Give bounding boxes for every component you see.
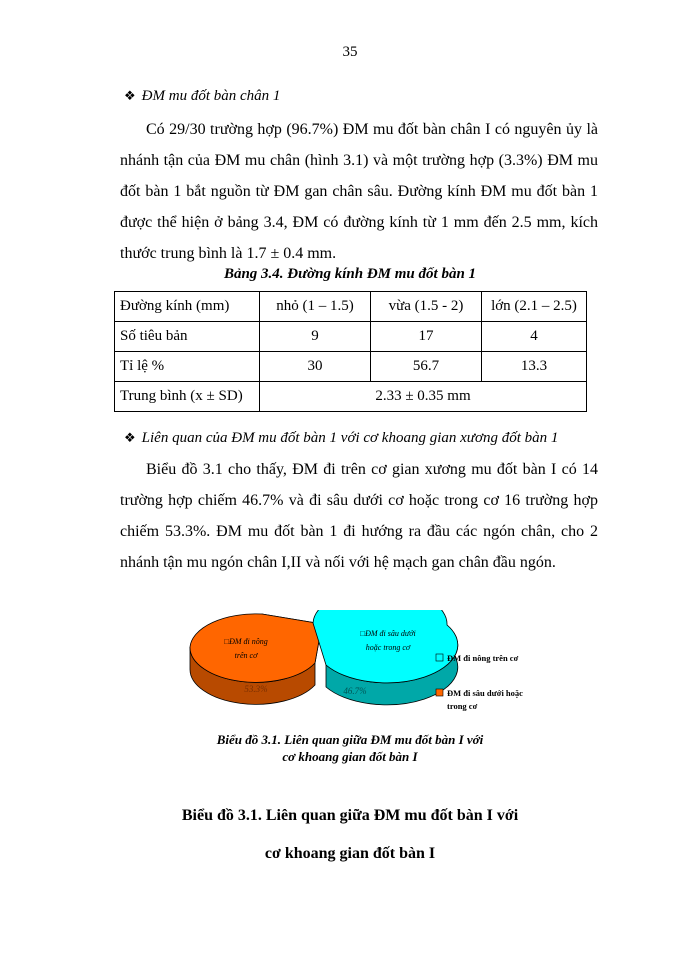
legend-item-deep-2: trong cơ xyxy=(447,701,478,711)
paragraph-2-text: Biểu đồ 3.1 cho thấy, ĐM đi trên cơ gian xương mu đốt bàn I có 14 trường hợp chiếm 46.7% và đi sâu dưới cơ hoặc trong cơ 16 trường hợp chiếm 53.3%. ĐM mu đốt bàn 1 đi hướng ra đầu các ngón chân, cho 2 nhánh tận mu ngón chân I,II và nối với hệ mạch gan chân đầu ngón. xyxy=(120,461,598,571)
table-cell: vừa (1.5 - 2) xyxy=(371,292,482,322)
table-cell: nhỏ (1 – 1.5) xyxy=(260,292,371,322)
table-cell: 2.33 ± 0.35 mm xyxy=(260,382,587,412)
diamond-bullet-icon: ❖ xyxy=(124,430,136,445)
section-heading-1-text: ĐM mu đốt bàn chân 1 xyxy=(141,88,281,104)
paragraph-2 xyxy=(120,454,598,578)
table-cell: 56.7 xyxy=(371,352,482,382)
pie-slice-deep-top xyxy=(190,614,322,682)
table-cell: 30 xyxy=(260,352,371,382)
legend-item-shallow: ĐM đi nông trên cơ xyxy=(447,653,519,663)
slice-text-right: □ĐM đi sâu dưới xyxy=(360,629,416,638)
table-cell: 13.3 xyxy=(482,352,587,382)
paragraph-1 xyxy=(120,114,598,269)
table-row xyxy=(115,382,587,412)
diameter-table xyxy=(114,291,587,412)
table-cell: Tỉ lệ % xyxy=(115,352,260,382)
section-heading-2 xyxy=(124,430,558,447)
table-row xyxy=(115,352,587,382)
slice-text-right-2: hoặc trong cơ xyxy=(365,643,411,652)
table-cell: 4 xyxy=(482,322,587,352)
chart-inner-caption-line1: Biểu đồ 3.1. Liên quan giữa ĐM mu đốt bàn I với xyxy=(216,732,484,747)
pie-chart xyxy=(170,610,590,728)
figure-caption-line2: cơ khoang gian đốt bàn I xyxy=(264,845,436,862)
paragraph-1-text: Có 29/30 trường hợp (96.7%) ĐM mu đốt bàn chân I có nguyên ủy là nhánh tận của ĐM mu chân (hình 3.1) và một trường hợp (3.3%) ĐM mu đốt bàn 1 bắt nguồn từ ĐM gan chân sâu. Đường kính ĐM mu đốt bàn 1 được thể hiện ở bảng 3.4, ĐM có đường kính từ 1 mm đến 2.5 mm, kích thước trung bình là 1.7 ± 0.4 mm. xyxy=(120,121,598,262)
figure-caption-line1: Biểu đồ 3.1. Liên quan giữa ĐM mu đốt bàn I với xyxy=(181,807,519,824)
section-heading-1 xyxy=(124,88,280,105)
legend-swatch-deep xyxy=(436,689,443,696)
page-number: 35 xyxy=(342,44,358,60)
slice-text-left: □ĐM đi nông xyxy=(224,637,268,646)
table-row xyxy=(115,292,587,322)
diamond-bullet-icon: ❖ xyxy=(124,88,136,103)
chart-inner-caption-line2: cơ khoang gian đốt bàn I xyxy=(282,749,418,764)
table-cell: Trung bình (x ± SD) xyxy=(115,382,260,412)
table-cell: 9 xyxy=(260,322,371,352)
legend-swatch-shallow xyxy=(436,654,443,661)
table-cell: Số tiêu bản xyxy=(115,322,260,352)
table-caption: Bảng 3.4. Đường kính ĐM mu đốt bàn 1 xyxy=(223,266,477,282)
table-cell: 17 xyxy=(371,322,482,352)
pie-label-shallow: 46.7% xyxy=(343,686,367,696)
table-cell: lớn (2.1 – 2.5) xyxy=(482,292,587,322)
pie-label-deep: 53.3% xyxy=(244,684,268,694)
slice-text-left-2: trên cơ xyxy=(234,651,258,660)
figure-caption xyxy=(0,797,700,873)
legend-item-deep: ĐM đi sâu dưới hoặc xyxy=(447,688,523,698)
table-row xyxy=(115,322,587,352)
section-heading-2-text: Liên quan của ĐM mu đốt bàn 1 với cơ khoang gian xương đốt bàn 1 xyxy=(141,430,559,446)
table-cell: Đường kính (mm) xyxy=(115,292,260,322)
chart-inner-caption xyxy=(0,731,700,765)
